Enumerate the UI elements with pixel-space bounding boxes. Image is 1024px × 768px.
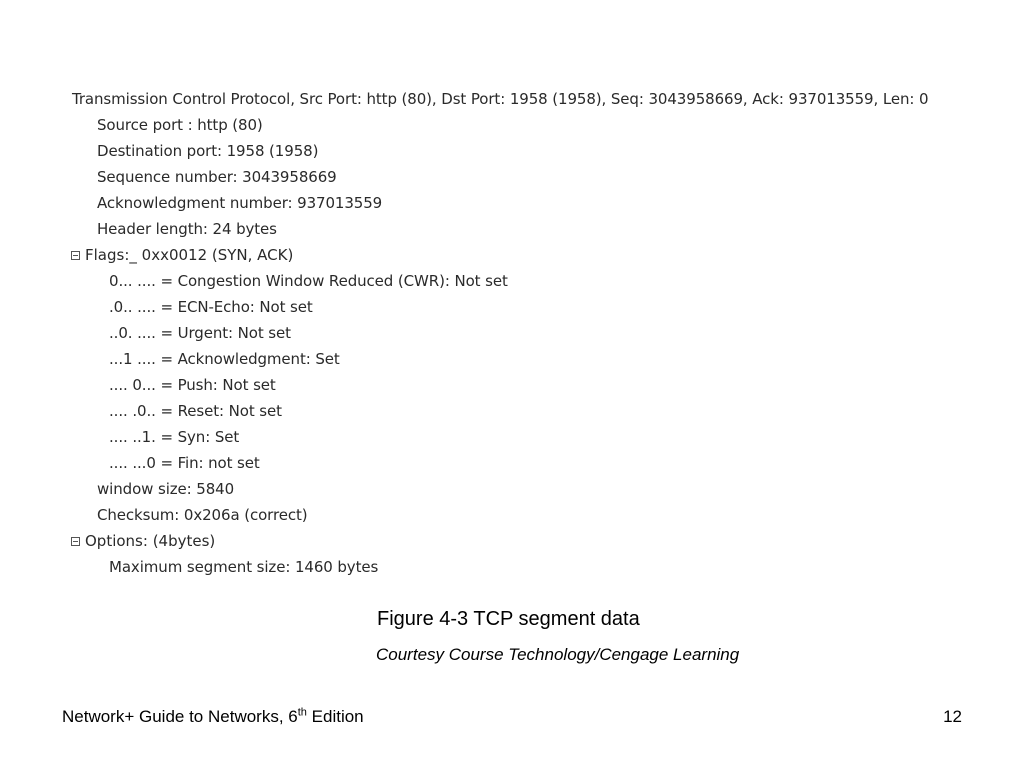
source-port-line[interactable]: Source port : http (80): [97, 116, 263, 134]
options-collapse-icon[interactable]: [71, 537, 80, 546]
flag-cwr-line[interactable]: 0... .... = Congestion Window Reduced (CWR): Not set: [109, 272, 508, 290]
flag-reset-line[interactable]: .... .0.. = Reset: Not set: [109, 402, 282, 420]
header-length-line[interactable]: Header length: 24 bytes: [97, 220, 277, 238]
ack-number-line[interactable]: Acknowledgment number: 937013559: [97, 194, 383, 212]
flags-collapse-icon[interactable]: [71, 251, 80, 260]
figure-caption: Figure 4-3 TCP segment data: [377, 608, 640, 630]
flag-ecn-line[interactable]: .0.. .... = ECN-Echo: Not set: [109, 298, 313, 316]
flag-urgent-line[interactable]: ..0. .... = Urgent: Not set: [109, 324, 291, 342]
flags-line[interactable]: Flags:_ 0xx0012 (SYN, ACK): [85, 246, 294, 264]
footer-book-title: [62, 707, 364, 727]
checksum-line[interactable]: Checksum: 0x206a (correct): [97, 506, 308, 524]
footer-title-suffix: Edition: [306, 707, 364, 726]
flag-ack-line[interactable]: ...1 .... = Acknowledgment: Set: [109, 350, 340, 368]
footer-title-prefix: Network+ Guide to Networks, 6: [62, 707, 298, 726]
flag-fin-line[interactable]: .... ...0 = Fin: not set: [109, 454, 260, 472]
destination-port-line[interactable]: Destination port: 1958 (1958): [97, 142, 319, 160]
window-size-line[interactable]: window size: 5840: [97, 480, 235, 498]
options-line[interactable]: Options: (4bytes): [85, 532, 216, 550]
page-number: 12: [943, 707, 962, 726]
option-mss-line[interactable]: Maximum segment size: 1460 bytes: [109, 558, 379, 576]
footer-title-superscript: th: [297, 706, 307, 719]
sequence-number-line[interactable]: Sequence number: 3043958669: [97, 168, 337, 186]
figure-credit: Courtesy Course Technology/Cengage Learning: [376, 645, 740, 664]
tcp-header-line[interactable]: Transmission Control Protocol, Src Port: http (80), Dst Port: 1958 (1958), Seq: 3043958669, Ack: 937013559, Len: 0: [72, 90, 929, 108]
flag-push-line[interactable]: .... 0... = Push: Not set: [109, 376, 276, 394]
flag-syn-line[interactable]: .... ..1. = Syn: Set: [109, 428, 240, 446]
